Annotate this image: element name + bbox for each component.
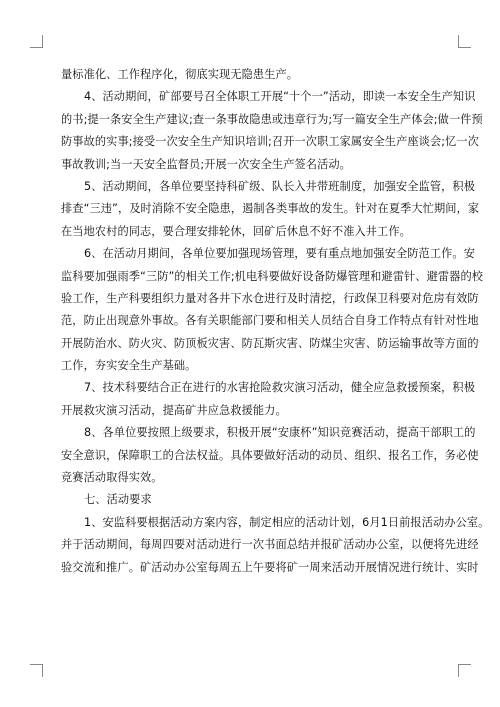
text-line: 7、技术科要结合正在进行的水害抢险救灾演习活动，健全应急救援预案，积极 bbox=[84, 381, 475, 395]
text-line: 竞赛活动取得实效。 bbox=[61, 471, 163, 485]
text-line: 范，防止出现意外事故。各有关职能部门要和相关人员结合自身工作特点有针对性地 bbox=[61, 314, 479, 328]
text-line: 排查“三违”，及时消除不安全隐患，遏制各类事故的发生。针对在夏季大忙期间，家 bbox=[61, 202, 480, 216]
crop-mark-top-left bbox=[30, 35, 43, 48]
text-line: 监科要加强雨季“三防”的相关工作;机电科要做好设备防爆管理和避雷针、避雷器的校 bbox=[61, 269, 484, 283]
document-body bbox=[61, 64, 490, 579]
text-line: 工作，夯实安全生产基础。 bbox=[61, 359, 197, 373]
crop-mark-bottom-left bbox=[30, 664, 43, 677]
text-line: 事故教训;当一天安全监督员;开展一次安全生产签名活动。 bbox=[61, 157, 351, 171]
text-line: 验交流和推广。矿活动办公室每周五上午要将矿一周来活动开展情况进行统计、实时 bbox=[61, 560, 479, 574]
text-line: 七、活动要求 bbox=[84, 493, 152, 507]
text-line: 的书;提一条安全生产建议;查一条事故隐患或违章行为;写一篇安全生产体会;做一件预 bbox=[61, 112, 483, 126]
text-line: 6、在活动月期间，各单位要加强现场管理，要有重点地加强安全防范工作。安 bbox=[84, 247, 475, 261]
text-line: 5、活动期间，各单位要坚持科矿级、队长入井带班制度，加强安全监管，积极 bbox=[84, 179, 475, 193]
text-line: 开展救灾演习活动，提高矿井应急救援能力。 bbox=[61, 403, 287, 417]
text-line: 量标准化、工作程序化，彻底实现无隐患生产。 bbox=[61, 68, 299, 81]
text-line: 开展防治水、防火灾、防顶板灾害、防瓦斯灾害、防煤尘灾害、防运输事故等方面的 bbox=[61, 336, 479, 350]
crop-mark-top-right bbox=[458, 35, 471, 48]
text-line: 并于活动期间，每周四要对活动进行一次书面总结并报矿活动办公室，以便将先进经 bbox=[61, 538, 479, 552]
text-line: 8、各单位要按照上级要求，积极开展“安康杯”知识竞赛活动，提高干部职工的 bbox=[84, 426, 476, 440]
text-line: 1、安监科要根据活动方案内容，制定相应的活动计划，6月1日前报活动办公室。 bbox=[84, 515, 490, 529]
text-line: 4、活动期间，矿部要号召全体职工开展“十个一”活动，即读一本安全生产知识 bbox=[84, 90, 476, 104]
text-line: 验工作，生产科要组织力量对各井下水仓进行及时清挖，行政保卫科要对危房有效防 bbox=[61, 291, 479, 305]
text-line: 安全意识，保障职工的合法权益。具体要做好活动的动员、组织、报名工作，务必使 bbox=[61, 448, 479, 462]
text-line: 在当地农村的同志，要合理安排轮休，回矿后休息不好不准入井工作。 bbox=[61, 224, 411, 238]
crop-mark-bottom-right bbox=[458, 664, 471, 677]
text-line: 防事故的实事;接受一次安全生产知识培训;召开一次职工家属安全生产座谈会;忆一次 bbox=[61, 135, 479, 149]
